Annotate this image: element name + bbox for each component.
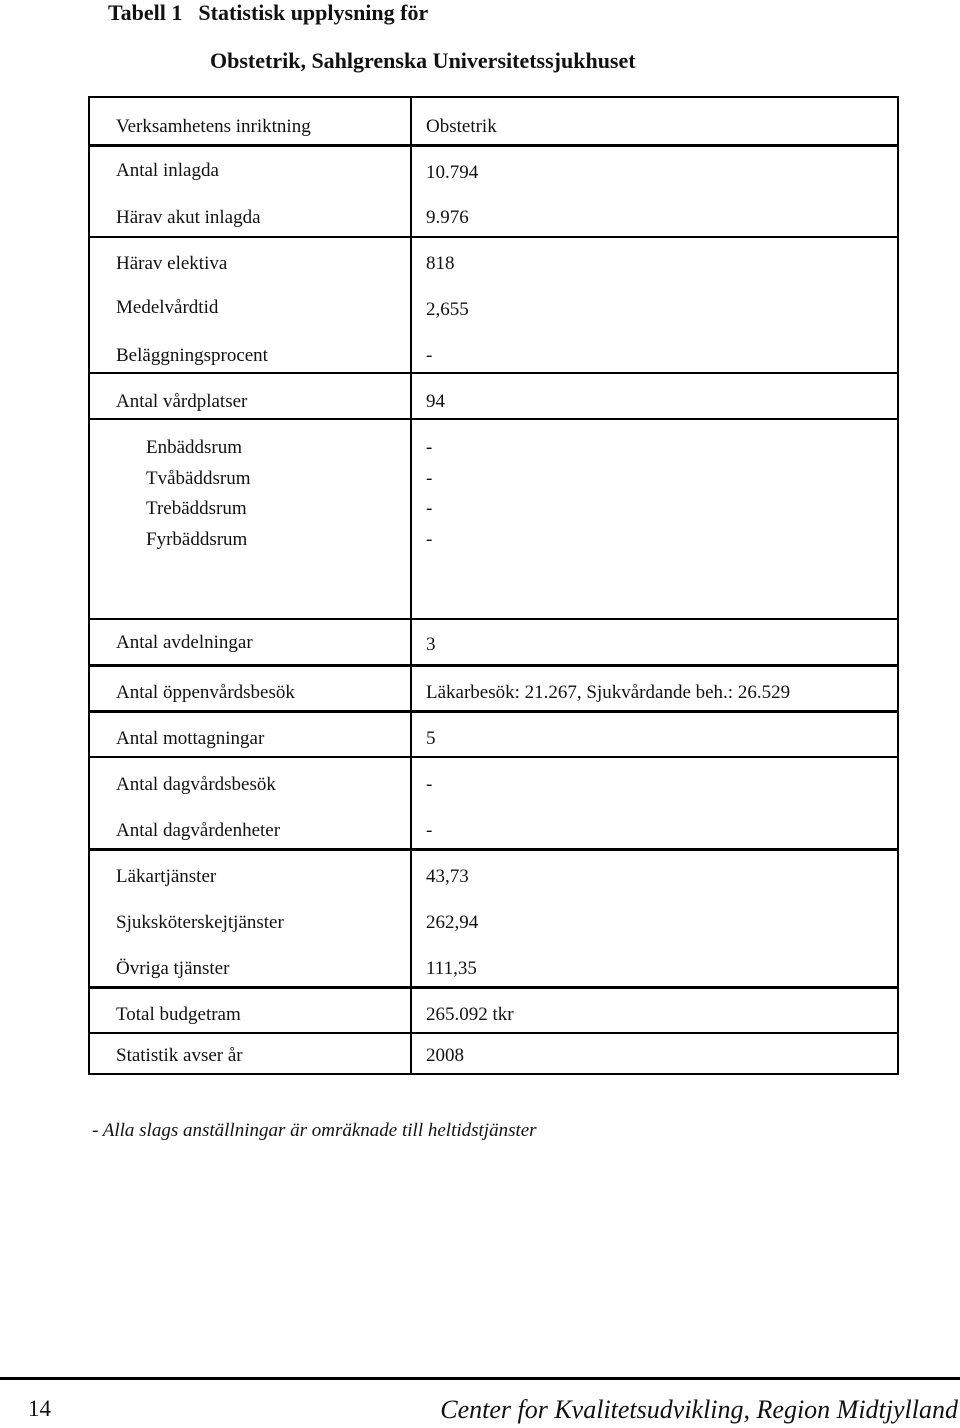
label-antal-inlagda: Antal inlagda xyxy=(116,160,219,181)
label-lakartjanster: Läkartjänster xyxy=(116,866,217,887)
value-sjukskoterskejtjanster: 262,94 xyxy=(426,912,479,933)
label-fyrbaddsrum: Fyrbäddsrum xyxy=(146,529,248,550)
label-avdelningar: Antal avdelningar xyxy=(116,632,253,653)
value-tvabaddsrum: - xyxy=(426,468,433,489)
label-dagvardsbesok: Antal dagvårdsbesök xyxy=(116,774,276,795)
value-avdelningar: 3 xyxy=(426,634,436,655)
row-divider xyxy=(90,618,897,620)
row-divider xyxy=(90,418,897,420)
label-verksamhetens-inriktning: Verksamhetens inriktning xyxy=(116,116,311,137)
statistics-table xyxy=(88,96,899,1075)
value-total-budgetram: 265.092 tkr xyxy=(426,1004,514,1025)
label-elektiva: Härav elektiva xyxy=(116,253,228,274)
label-trebaddsrum: Trebäddsrum xyxy=(146,498,247,519)
table-number: Tabell 1 xyxy=(108,0,183,25)
label-medelvardtid: Medelvårdtid xyxy=(116,297,219,318)
value-medelvardtid: 2,655 xyxy=(426,299,469,320)
value-antal-inlagda: 10.794 xyxy=(426,162,479,183)
footnote: - Alla slags anställningar är omräknade till heltidstjänster xyxy=(92,1120,537,1141)
value-akut-inlagda: 9.976 xyxy=(426,207,469,228)
value-elektiva: 818 xyxy=(426,253,455,274)
row-divider xyxy=(90,664,897,667)
row-divider xyxy=(90,372,897,374)
table-subheading: Obstetrik, Sahlgrenska Universitetssjukhuset xyxy=(210,48,636,73)
row-divider xyxy=(90,710,897,713)
footer-organization: Center for Kvalitetsudvikling, Region Midtjylland xyxy=(440,1395,958,1424)
value-mottagningar: 5 xyxy=(426,728,436,749)
value-oppenvardsbesok: Läkarbesök: 21.267, Sjukvårdande beh.: 26.529 xyxy=(426,682,791,703)
row-divider xyxy=(90,1032,897,1034)
table-heading: Statistisk upplysning för xyxy=(198,0,429,25)
row-divider xyxy=(90,756,897,758)
label-enbaddsrum: Enbäddsrum xyxy=(146,437,243,458)
page-number: 14 xyxy=(28,1396,51,1421)
value-trebaddsrum: - xyxy=(426,498,433,519)
value-vardplatser: 94 xyxy=(426,391,445,412)
value-dagvardsbesok: - xyxy=(426,774,433,795)
label-belaggningsprocent: Beläggningsprocent xyxy=(116,345,268,366)
label-sjukskoterskejtjanster: Sjuksköterskejtjänster xyxy=(116,912,284,933)
row-divider xyxy=(90,848,897,851)
label-total-budgetram: Total budgetram xyxy=(116,1004,241,1025)
value-dagvardenheter: - xyxy=(426,820,433,841)
value-ovriga-tjanster: 111,35 xyxy=(426,958,477,979)
row-divider xyxy=(90,144,897,147)
column-divider xyxy=(410,98,412,1073)
value-enbaddsrum: - xyxy=(426,437,433,458)
label-tvabaddsrum: Tvåbäddsrum xyxy=(146,468,251,489)
label-vardplatser: Antal vårdplatser xyxy=(116,391,248,412)
label-oppenvardsbesok: Antal öppenvårdsbesök xyxy=(116,682,295,703)
value-lakartjanster: 43,73 xyxy=(426,866,469,887)
label-akut-inlagda: Härav akut inlagda xyxy=(116,207,261,228)
label-dagvardenheter: Antal dagvårdenheter xyxy=(116,820,281,841)
value-fyrbaddsrum: - xyxy=(426,529,433,550)
row-divider xyxy=(90,986,897,989)
value-statistik-avser-ar: 2008 xyxy=(426,1045,464,1066)
footer-rule xyxy=(0,1377,960,1380)
label-ovriga-tjanster: Övriga tjänster xyxy=(116,958,230,979)
value-belaggningsprocent: - xyxy=(426,345,433,366)
label-mottagningar: Antal mottagningar xyxy=(116,728,265,749)
value-verksamhetens-inriktning: Obstetrik xyxy=(426,116,497,137)
label-statistik-avser-ar: Statistik avser år xyxy=(116,1045,243,1066)
table-title xyxy=(108,0,428,26)
row-divider xyxy=(90,236,897,238)
